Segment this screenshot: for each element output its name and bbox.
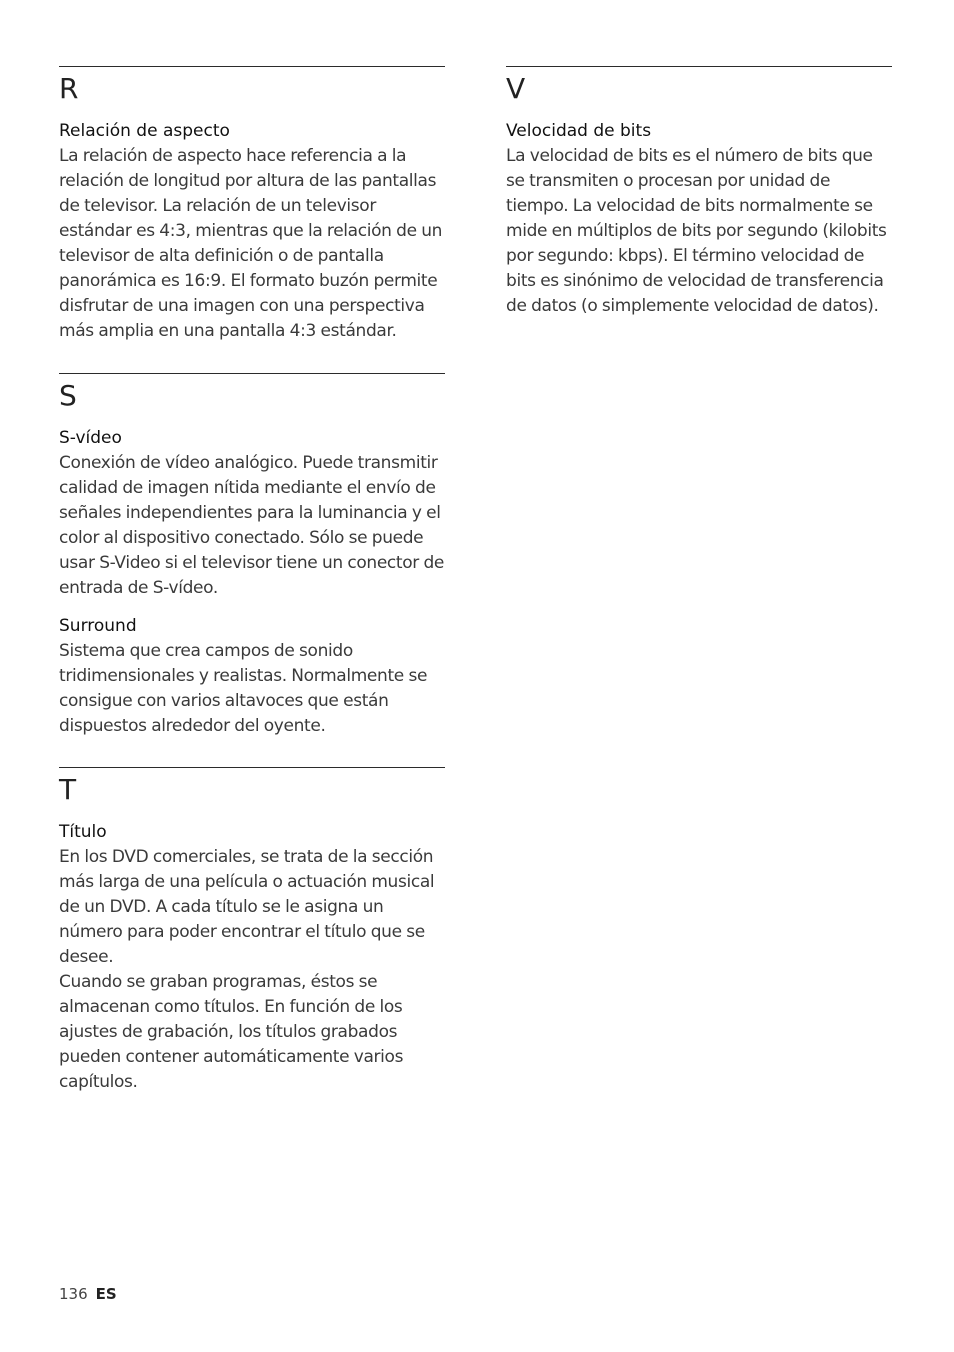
section-s	[59, 373, 445, 739]
entry-term: Velocidad de bits	[506, 121, 652, 141]
section-letter: V	[506, 72, 526, 105]
section-divider	[59, 373, 445, 374]
section-divider	[59, 767, 445, 768]
section-v	[506, 66, 892, 319]
section-divider	[59, 66, 445, 67]
entry-term: Relación de aspecto	[59, 121, 230, 141]
entry-definition-continued: Cuando se graban programas, éstos se almacenan como títulos. En función de los ajustes de grabación, los títulos grabados pueden contener automáticamente varios capítulos.	[59, 972, 404, 1092]
language-code: ES	[95, 1285, 117, 1303]
entry-term: Surround	[59, 616, 137, 636]
section-divider	[506, 66, 892, 67]
right-column	[506, 66, 892, 319]
section-letter: R	[59, 72, 79, 105]
glossary-entry-surround	[59, 614, 445, 739]
section-r	[59, 66, 445, 344]
section-t	[59, 767, 445, 1095]
entry-definition: La velocidad de bits es el número de bits que se transmiten o procesan por unidad de tiempo. La velocidad de bits normalmente se mide en múltiplos de bits por segundo (kilobits por segundo: kbps). El término velocidad de bits es sinónimo de velocidad de transferencia de datos (o simplemente velocidad de datos).	[506, 146, 887, 316]
glossary-entry-titulo	[59, 820, 445, 1095]
entry-term: Título	[59, 822, 107, 842]
page-number: 136	[59, 1285, 88, 1303]
page-footer	[59, 1284, 117, 1304]
glossary-entry-relacion-de-aspecto	[59, 119, 445, 344]
entry-definition: En los DVD comerciales, se trata de la sección más larga de una película o actuación musical de un DVD. A cada título se le asigna un número para poder encontrar el título que se desee.	[59, 847, 435, 967]
entry-definition: Conexión de vídeo analógico. Puede transmitir calidad de imagen nítida mediante el envío de señales independientes para la luminancia y el color al dispositivo conectado. Sólo se puede usar S-Video si el televisor tiene un conector de entrada de S-vídeo.	[59, 453, 445, 598]
glossary-entry-velocidad-de-bits	[506, 119, 892, 319]
section-letter: T	[59, 773, 77, 806]
entry-term: S-vídeo	[59, 428, 122, 448]
entry-definition: Sistema que crea campos de sonido tridimensionales y realistas. Normalmente se consigue con varios altavoces que están dispuestos alrededor del oyente.	[59, 641, 428, 736]
section-letter: S	[59, 379, 77, 412]
left-column	[59, 66, 445, 1095]
glossary-entry-s-video	[59, 426, 445, 601]
entry-definition: La relación de aspecto hace referencia a la relación de longitud por altura de las pantallas de televisor. La relación de un televisor estándar es 4:3, mientras que la relación de un televisor de alta definición o de pantalla panorámica es 16:9. El formato buzón permite disfrutar de una imagen con una perspectiva más amplia en una pantalla 4:3 estándar.	[59, 146, 443, 341]
